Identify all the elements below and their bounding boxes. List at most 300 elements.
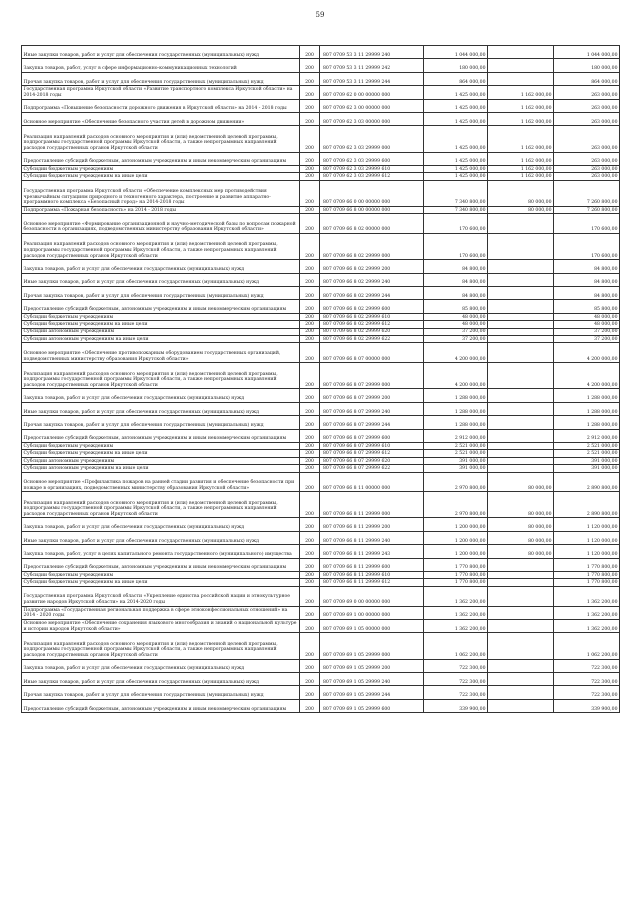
- row-amount-total-cell: 37 200,00: [424, 336, 488, 343]
- row-amount-regional-cell: 170 600,00: [554, 214, 620, 234]
- row-amount-total-cell: 48 000,00: [424, 313, 488, 320]
- row-unit-cell: 200: [300, 343, 320, 363]
- table-row: [22, 72, 620, 85]
- row-amount-total-cell: 170 600,00: [424, 234, 488, 260]
- row-unit-cell: 200: [300, 336, 320, 343]
- row-amount-total-cell: 1 200 000,00: [424, 518, 488, 531]
- row-name-cell: Субсидии автономным учреждениям на иные цели: [22, 465, 300, 472]
- row-amount-regional-cell: 722 300,00: [554, 686, 620, 699]
- row-amount-regional-cell: 1 770 800,00: [554, 572, 620, 579]
- table-row: [22, 321, 620, 328]
- row-name-cell: Государственная программа Иркутской области «Укрепление единства российской нации и этнокультурное развитие народов Иркутской области» на 2014-2020 годы: [22, 586, 300, 606]
- row-amount-federal-cell: [488, 234, 554, 260]
- row-code-cell: 807 0709 66 8 11 29999 200: [320, 518, 424, 531]
- row-name-cell: Прочая закупка товаров, работ и услуг для обеспечения государственных (муниципальных) нужд: [22, 416, 300, 429]
- row-name-cell: Прочая закупка товаров, работ и услуг для обеспечения государственных (муниципальных) нужд: [22, 72, 300, 85]
- row-amount-federal-cell: [488, 686, 554, 699]
- row-name-cell: Субсидии бюджетным учреждениям: [22, 442, 300, 449]
- row-unit-cell: 200: [300, 492, 320, 518]
- row-amount-regional-cell: 170 600,00: [554, 234, 620, 260]
- row-code-cell: 807 0709 62 3 03 00000 000: [320, 112, 424, 125]
- row-name-cell: Субсидии автономным учреждениям: [22, 457, 300, 464]
- row-amount-regional-cell: 722 300,00: [554, 659, 620, 672]
- row-amount-federal-cell: [488, 606, 554, 619]
- table-row: [22, 46, 620, 59]
- table-row: [22, 173, 620, 180]
- row-unit-cell: 200: [300, 531, 320, 544]
- row-unit-cell: 200: [300, 321, 320, 328]
- row-amount-total-cell: 1 044 000,00: [424, 46, 488, 59]
- row-amount-total-cell: 180 000,00: [424, 59, 488, 72]
- table-row: [22, 273, 620, 286]
- row-code-cell: 807 0709 66 8 11 29999 610: [320, 572, 424, 579]
- row-amount-federal-cell: [488, 214, 554, 234]
- row-amount-federal-cell: 1 162 000,00: [488, 126, 554, 152]
- row-amount-total-cell: 1 770 800,00: [424, 579, 488, 586]
- row-name-cell: Субсидии бюджетным учреждениям на иные цели: [22, 579, 300, 586]
- row-name-cell: Подпрограмма «Повышение безопасности дорожного движения в Иркутской области» на 2014 - 2018 годы: [22, 99, 300, 112]
- row-amount-total-cell: 2 970 800,00: [424, 492, 488, 518]
- row-amount-federal-cell: [488, 442, 554, 449]
- row-amount-regional-cell: 2 521 000,00: [554, 450, 620, 457]
- row-name-cell: Иные закупки товаров, работ и услуг для обеспечения государственных (муниципальных) нужд: [22, 273, 300, 286]
- row-amount-regional-cell: 7 260 800,00: [554, 206, 620, 213]
- row-amount-total-cell: 1 425 000,00: [424, 152, 488, 165]
- row-amount-federal-cell: 80 000,00: [488, 531, 554, 544]
- row-unit-cell: 200: [300, 173, 320, 180]
- row-unit-cell: 200: [300, 234, 320, 260]
- row-unit-cell: 200: [300, 518, 320, 531]
- row-unit-cell: 200: [300, 152, 320, 165]
- row-name-cell: Реализация направлений расходов основного мероприятия и (или) ведомственной целевой программы, подпрограммы государственной программы Иркутской области, а также непрограммных направлений расходов государственных органов Иркутской области: [22, 234, 300, 260]
- table-row: [22, 620, 620, 633]
- row-name-cell: Предоставление субсидий бюджетным, автономным учреждениям и иным некоммерческим организациям: [22, 152, 300, 165]
- row-amount-regional-cell: 339 900,00: [554, 699, 620, 712]
- row-unit-cell: 200: [300, 545, 320, 558]
- row-unit-cell: 200: [300, 180, 320, 206]
- table-row: [22, 429, 620, 442]
- row-amount-total-cell: 1 770 800,00: [424, 558, 488, 571]
- row-code-cell: 807 0709 66 8 02 29999 600: [320, 300, 424, 313]
- row-amount-federal-cell: [488, 328, 554, 335]
- row-name-cell: Основное мероприятие «Обеспечение безопасного участия детей в дорожном движении»: [22, 112, 300, 125]
- row-amount-total-cell: 85 800,00: [424, 300, 488, 313]
- row-amount-federal-cell: [488, 72, 554, 85]
- table-row: [22, 545, 620, 558]
- row-amount-regional-cell: 48 000,00: [554, 313, 620, 320]
- row-code-cell: 807 0709 66 8 07 29999 612: [320, 450, 424, 457]
- row-amount-regional-cell: 1 120 000,00: [554, 531, 620, 544]
- row-code-cell: 807 0709 62 3 00 00000 000: [320, 99, 424, 112]
- row-code-cell: 807 0709 66 8 00 00000 000: [320, 206, 424, 213]
- row-unit-cell: 200: [300, 672, 320, 685]
- row-amount-federal-cell: 1 162 000,00: [488, 152, 554, 165]
- row-amount-total-cell: 170 600,00: [424, 214, 488, 234]
- table-row: [22, 112, 620, 125]
- row-amount-total-cell: 84 800,00: [424, 260, 488, 273]
- row-amount-regional-cell: 4 200 000,00: [554, 343, 620, 363]
- row-amount-federal-cell: [488, 389, 554, 402]
- row-unit-cell: 200: [300, 442, 320, 449]
- row-amount-regional-cell: 1 288 000,00: [554, 416, 620, 429]
- row-amount-regional-cell: 2 521 000,00: [554, 442, 620, 449]
- row-amount-total-cell: 1 425 000,00: [424, 165, 488, 172]
- row-name-cell: Субсидии бюджетным учреждениям: [22, 313, 300, 320]
- row-amount-regional-cell: 263 000,00: [554, 152, 620, 165]
- table-row: [22, 457, 620, 464]
- row-code-cell: 807 0709 66 8 02 29999 612: [320, 321, 424, 328]
- row-name-cell: Субсидии бюджетным учреждениям на иные цели: [22, 450, 300, 457]
- row-amount-regional-cell: 2 890 800,00: [554, 492, 620, 518]
- row-code-cell: 807 0709 53 3 11 29999 240: [320, 46, 424, 59]
- row-amount-regional-cell: 1 044 000,00: [554, 46, 620, 59]
- table-row: [22, 465, 620, 472]
- row-amount-total-cell: 864 000,00: [424, 72, 488, 85]
- row-amount-regional-cell: 2 912 000,00: [554, 429, 620, 442]
- row-unit-cell: 200: [300, 328, 320, 335]
- row-amount-regional-cell: 37 200,00: [554, 328, 620, 335]
- row-amount-regional-cell: 1 062 200,00: [554, 633, 620, 659]
- row-code-cell: 807 0709 66 8 07 29999 200: [320, 389, 424, 402]
- row-code-cell: 807 0709 66 8 07 29999 244: [320, 416, 424, 429]
- row-code-cell: 807 0709 66 8 02 29999 240: [320, 273, 424, 286]
- row-amount-federal-cell: [488, 672, 554, 685]
- row-name-cell: Реализация направлений расходов основного мероприятия и (или) ведомственной целевой программы, подпрограммы государственной программы Иркутской области, а также непрограммных направлений расходов государственных органов Иркутской области: [22, 633, 300, 659]
- row-amount-regional-cell: 1 770 800,00: [554, 558, 620, 571]
- row-amount-regional-cell: 263 000,00: [554, 126, 620, 152]
- row-code-cell: 807 0709 66 8 02 29999 200: [320, 260, 424, 273]
- row-unit-cell: 200: [300, 699, 320, 712]
- row-name-cell: Закупка товаров, работ и услуг для обеспечения государственных (муниципальных) нужд: [22, 389, 300, 402]
- row-amount-federal-cell: 80 000,00: [488, 180, 554, 206]
- row-amount-total-cell: 37 200,00: [424, 328, 488, 335]
- row-name-cell: Субсидии бюджетным учреждениям на иные цели: [22, 173, 300, 180]
- row-amount-federal-cell: [488, 402, 554, 415]
- row-amount-federal-cell: [488, 59, 554, 72]
- row-name-cell: Субсидии бюджетным учреждениям: [22, 572, 300, 579]
- row-name-cell: Основное мероприятие «Профилактика пожаров на ранней стадии развития и обеспечение безопасности при пожаре в организациях, подведомственных министерству образования Иркутской области»: [22, 472, 300, 492]
- row-amount-regional-cell: 391 000,00: [554, 457, 620, 464]
- row-amount-total-cell: 1 425 000,00: [424, 173, 488, 180]
- row-amount-regional-cell: 263 000,00: [554, 165, 620, 172]
- row-code-cell: 807 0709 66 8 11 29999 240: [320, 531, 424, 544]
- row-amount-federal-cell: [488, 287, 554, 300]
- row-code-cell: 807 0709 66 8 02 29999 244: [320, 287, 424, 300]
- budget-table: [21, 45, 620, 713]
- row-unit-cell: 200: [300, 416, 320, 429]
- row-code-cell: 807 0709 66 8 11 29999 000: [320, 492, 424, 518]
- row-amount-total-cell: 1 425 000,00: [424, 126, 488, 152]
- row-amount-federal-cell: [488, 260, 554, 273]
- row-name-cell: Иные закупки товаров, работ и услуг для обеспечения государственных (муниципальных) нужд: [22, 531, 300, 544]
- row-amount-federal-cell: [488, 300, 554, 313]
- table-row: [22, 659, 620, 672]
- row-code-cell: 807 0709 62 3 03 29999 612: [320, 173, 424, 180]
- row-amount-federal-cell: 1 162 000,00: [488, 86, 554, 99]
- row-amount-total-cell: 84 800,00: [424, 273, 488, 286]
- row-name-cell: Субсидии автономным учреждениям: [22, 328, 300, 335]
- row-code-cell: 807 0709 66 8 07 29999 000: [320, 363, 424, 389]
- row-amount-total-cell: 1 200 000,00: [424, 545, 488, 558]
- row-unit-cell: 200: [300, 46, 320, 59]
- row-unit-cell: 200: [300, 300, 320, 313]
- row-unit-cell: 200: [300, 363, 320, 389]
- row-amount-federal-cell: [488, 572, 554, 579]
- row-amount-total-cell: 391 000,00: [424, 457, 488, 464]
- table-row: [22, 214, 620, 234]
- row-amount-regional-cell: 7 260 800,00: [554, 180, 620, 206]
- row-name-cell: Основное мероприятие «Обеспечение противопожарным оборудованием государственных организаций, подведомственных министерству образования Иркутской области»: [22, 343, 300, 363]
- row-amount-federal-cell: [488, 450, 554, 457]
- row-amount-regional-cell: 1 288 000,00: [554, 389, 620, 402]
- row-amount-total-cell: 1 288 000,00: [424, 402, 488, 415]
- row-amount-total-cell: 1 200 000,00: [424, 531, 488, 544]
- row-amount-federal-cell: [488, 465, 554, 472]
- row-amount-federal-cell: [488, 416, 554, 429]
- row-amount-federal-cell: [488, 699, 554, 712]
- table-row: [22, 260, 620, 273]
- table-row: [22, 363, 620, 389]
- table-row: [22, 313, 620, 320]
- row-code-cell: 807 0709 69 1 05 29999 244: [320, 686, 424, 699]
- row-amount-total-cell: 391 000,00: [424, 465, 488, 472]
- row-code-cell: 807 0709 69 1 05 00000 000: [320, 620, 424, 633]
- row-name-cell: Прочая закупка товаров, работ и услуг для обеспечения государственных (муниципальных) нужд: [22, 287, 300, 300]
- row-unit-cell: 200: [300, 558, 320, 571]
- row-unit-cell: 200: [300, 606, 320, 619]
- row-name-cell: Подпрограмма «Пожарная безопасность» на 2014 - 2018 годы: [22, 206, 300, 213]
- row-unit-cell: 200: [300, 165, 320, 172]
- row-unit-cell: 200: [300, 457, 320, 464]
- row-amount-regional-cell: 1 770 800,00: [554, 579, 620, 586]
- table-row: [22, 518, 620, 531]
- row-amount-federal-cell: [488, 659, 554, 672]
- row-amount-federal-cell: 80 000,00: [488, 472, 554, 492]
- row-name-cell: Закупка товаров, работ и услуг для обеспечения государственных (муниципальных) нужд: [22, 518, 300, 531]
- table-row: [22, 300, 620, 313]
- row-amount-total-cell: 339 900,00: [424, 699, 488, 712]
- row-amount-regional-cell: 263 000,00: [554, 112, 620, 125]
- row-code-cell: 807 0709 66 8 11 29999 600: [320, 558, 424, 571]
- table-row: [22, 234, 620, 260]
- row-amount-federal-cell: [488, 321, 554, 328]
- table-row: [22, 59, 620, 72]
- row-amount-regional-cell: 1 120 000,00: [554, 518, 620, 531]
- row-unit-cell: 200: [300, 450, 320, 457]
- table-row: [22, 389, 620, 402]
- row-code-cell: 807 0709 62 0 00 00000 000: [320, 86, 424, 99]
- row-amount-federal-cell: [488, 633, 554, 659]
- row-code-cell: 807 0709 66 8 02 29999 610: [320, 313, 424, 320]
- row-unit-cell: 200: [300, 586, 320, 606]
- row-amount-regional-cell: 391 000,00: [554, 465, 620, 472]
- row-unit-cell: 200: [300, 214, 320, 234]
- table-row: [22, 531, 620, 544]
- row-amount-regional-cell: 1 120 000,00: [554, 545, 620, 558]
- row-amount-total-cell: 7 340 800,00: [424, 206, 488, 213]
- table-row: [22, 287, 620, 300]
- row-unit-cell: 200: [300, 99, 320, 112]
- row-code-cell: 807 0709 69 1 05 29999 000: [320, 633, 424, 659]
- table-row: [22, 328, 620, 335]
- row-amount-total-cell: 722 300,00: [424, 659, 488, 672]
- table-row: [22, 180, 620, 206]
- row-amount-federal-cell: [488, 579, 554, 586]
- table-row: [22, 343, 620, 363]
- row-name-cell: Закупка товаров, работ и услуг для обеспечения государственных (муниципальных) нужд: [22, 659, 300, 672]
- row-unit-cell: 200: [300, 402, 320, 415]
- row-amount-total-cell: 48 000,00: [424, 321, 488, 328]
- row-amount-federal-cell: 80 000,00: [488, 518, 554, 531]
- table-row: [22, 586, 620, 606]
- row-name-cell: Основное мероприятие «Формирование организационной и научно-методической базы по вопросам пожарной безопасности в организациях, подведомственных министерству образования Иркутской области»: [22, 214, 300, 234]
- row-name-cell: Государственная программа Иркутской области «Развитие транспортного комплекса Иркутской области» на 2014-2018 годы: [22, 86, 300, 99]
- table-row: [22, 558, 620, 571]
- row-amount-federal-cell: [488, 457, 554, 464]
- row-code-cell: 807 0709 62 3 03 29999 000: [320, 126, 424, 152]
- table-row: [22, 472, 620, 492]
- row-amount-federal-cell: 1 162 000,00: [488, 112, 554, 125]
- row-code-cell: 807 0709 62 3 03 29999 610: [320, 165, 424, 172]
- row-code-cell: 807 0709 66 8 11 29999 243: [320, 545, 424, 558]
- table-row: [22, 206, 620, 213]
- row-unit-cell: 200: [300, 313, 320, 320]
- row-name-cell: Закупка товаров, работ и услуг для обеспечения государственных (муниципальных) нужд: [22, 260, 300, 273]
- table-row: [22, 165, 620, 172]
- row-name-cell: Государственная программа Иркутской области «Обеспечение комплексных мер противодействия чрезвычайным ситуациям природного и техногенного характера, построение и развитие аппаратно-программного комплекса «Безопасный город» на 2014-2018 годы: [22, 180, 300, 206]
- row-name-cell: Реализация направлений расходов основного мероприятия и (или) ведомственной целевой программы, подпрограммы государственной программы Иркутской области, а также непрограммных направлений расходов государственных органов Иркутской области: [22, 126, 300, 152]
- row-amount-regional-cell: 84 800,00: [554, 287, 620, 300]
- row-amount-total-cell: 722 300,00: [424, 672, 488, 685]
- row-amount-regional-cell: 864 000,00: [554, 72, 620, 85]
- table-row: [22, 492, 620, 518]
- row-unit-cell: 200: [300, 686, 320, 699]
- row-amount-regional-cell: 2 890 800,00: [554, 472, 620, 492]
- row-name-cell: Предоставление субсидий бюджетным, автономным учреждениям и иным некоммерческим организациям: [22, 699, 300, 712]
- row-code-cell: 807 0709 69 1 05 29999 200: [320, 659, 424, 672]
- row-name-cell: Закупка товаров, работ, услуг в сфере информационно-коммуникационных технологий: [22, 59, 300, 72]
- row-amount-federal-cell: [488, 343, 554, 363]
- row-unit-cell: 200: [300, 59, 320, 72]
- row-amount-regional-cell: 48 000,00: [554, 321, 620, 328]
- row-unit-cell: 200: [300, 389, 320, 402]
- row-amount-total-cell: 1 362 200,00: [424, 606, 488, 619]
- row-amount-total-cell: 1 288 000,00: [424, 389, 488, 402]
- row-code-cell: 807 0709 66 8 07 29999 600: [320, 429, 424, 442]
- table-row: [22, 99, 620, 112]
- row-name-cell: Реализация направлений расходов основного мероприятия и (или) ведомственной целевой программы, подпрограммы государственной программы Иркутской области, а также непрограммных направлений расходов государственных органов Иркутской области: [22, 492, 300, 518]
- page-number: 59: [315, 11, 325, 19]
- row-name-cell: Иные закупки товаров, работ и услуг для обеспечения государственных (муниципальных) нужд: [22, 672, 300, 685]
- row-unit-cell: 200: [300, 287, 320, 300]
- row-unit-cell: 200: [300, 86, 320, 99]
- table-row: [22, 442, 620, 449]
- row-amount-regional-cell: 1 288 000,00: [554, 402, 620, 415]
- row-unit-cell: 200: [300, 465, 320, 472]
- row-unit-cell: 200: [300, 620, 320, 633]
- row-amount-regional-cell: 84 800,00: [554, 273, 620, 286]
- row-code-cell: 807 0709 66 0 00 00000 000: [320, 180, 424, 206]
- table-row: [22, 450, 620, 457]
- row-unit-cell: 200: [300, 633, 320, 659]
- row-amount-total-cell: 4 200 000,00: [424, 343, 488, 363]
- row-code-cell: 807 0709 66 8 11 29999 612: [320, 579, 424, 586]
- row-amount-total-cell: 84 800,00: [424, 287, 488, 300]
- row-amount-total-cell: 722 300,00: [424, 686, 488, 699]
- row-code-cell: 807 0709 62 3 03 29999 600: [320, 152, 424, 165]
- row-amount-federal-cell: [488, 586, 554, 606]
- table-row: [22, 672, 620, 685]
- row-amount-regional-cell: 1 362 200,00: [554, 620, 620, 633]
- table-row: [22, 633, 620, 659]
- row-amount-total-cell: 1 425 000,00: [424, 86, 488, 99]
- row-amount-total-cell: 7 340 800,00: [424, 180, 488, 206]
- row-amount-federal-cell: [488, 363, 554, 389]
- row-amount-federal-cell: 1 162 000,00: [488, 99, 554, 112]
- row-amount-federal-cell: [488, 429, 554, 442]
- row-amount-federal-cell: [488, 620, 554, 633]
- row-name-cell: Субсидии бюджетным учреждениям на иные цели: [22, 321, 300, 328]
- row-amount-total-cell: 2 521 000,00: [424, 442, 488, 449]
- row-amount-federal-cell: 80 000,00: [488, 492, 554, 518]
- row-amount-regional-cell: 1 362 200,00: [554, 606, 620, 619]
- row-code-cell: 807 0709 66 8 07 00000 000: [320, 343, 424, 363]
- table-row: [22, 126, 620, 152]
- row-unit-cell: 200: [300, 429, 320, 442]
- row-unit-cell: 200: [300, 126, 320, 152]
- row-name-cell: Субсидии бюджетным учреждениям: [22, 165, 300, 172]
- row-code-cell: 807 0709 66 8 02 00000 000: [320, 214, 424, 234]
- row-name-cell: Предоставление субсидий бюджетным, автономным учреждениям и иным некоммерческим организациям: [22, 558, 300, 571]
- row-amount-total-cell: 2 970 800,00: [424, 472, 488, 492]
- row-name-cell: Основное мероприятие «Обеспечение сохранения языкового многообразия и знаний о национальной культуре и истории народов Иркутской области»: [22, 620, 300, 633]
- row-amount-total-cell: 4 200 000,00: [424, 363, 488, 389]
- row-code-cell: 807 0709 66 8 11 00000 000: [320, 472, 424, 492]
- row-code-cell: 807 0709 69 1 05 29999 240: [320, 672, 424, 685]
- row-amount-regional-cell: 85 800,00: [554, 300, 620, 313]
- row-unit-cell: 200: [300, 206, 320, 213]
- row-unit-cell: 200: [300, 579, 320, 586]
- row-unit-cell: 200: [300, 260, 320, 273]
- row-unit-cell: 200: [300, 72, 320, 85]
- row-amount-regional-cell: 263 000,00: [554, 173, 620, 180]
- table-row: [22, 336, 620, 343]
- row-amount-total-cell: 1 425 000,00: [424, 99, 488, 112]
- row-code-cell: 807 0709 66 8 02 29999 000: [320, 234, 424, 260]
- row-code-cell: 807 0709 66 8 07 29999 620: [320, 457, 424, 464]
- row-code-cell: 807 0709 69 0 00 00000 000: [320, 586, 424, 606]
- row-amount-regional-cell: 180 000,00: [554, 59, 620, 72]
- row-amount-regional-cell: 263 000,00: [554, 99, 620, 112]
- table-row: [22, 699, 620, 712]
- row-amount-total-cell: 1 362 200,00: [424, 620, 488, 633]
- row-amount-federal-cell: [488, 273, 554, 286]
- row-code-cell: 807 0709 66 8 02 29999 620: [320, 328, 424, 335]
- row-code-cell: 807 0709 53 3 11 29999 242: [320, 59, 424, 72]
- budget-table-body: [22, 46, 620, 713]
- row-unit-cell: 200: [300, 572, 320, 579]
- row-amount-federal-cell: [488, 558, 554, 571]
- row-unit-cell: 200: [300, 659, 320, 672]
- row-amount-federal-cell: [488, 313, 554, 320]
- row-amount-regional-cell: 84 800,00: [554, 260, 620, 273]
- row-amount-regional-cell: 263 000,00: [554, 86, 620, 99]
- table-row: [22, 686, 620, 699]
- table-row: [22, 152, 620, 165]
- row-amount-federal-cell: 80 000,00: [488, 545, 554, 558]
- table-row: [22, 606, 620, 619]
- row-amount-total-cell: 1 062 200,00: [424, 633, 488, 659]
